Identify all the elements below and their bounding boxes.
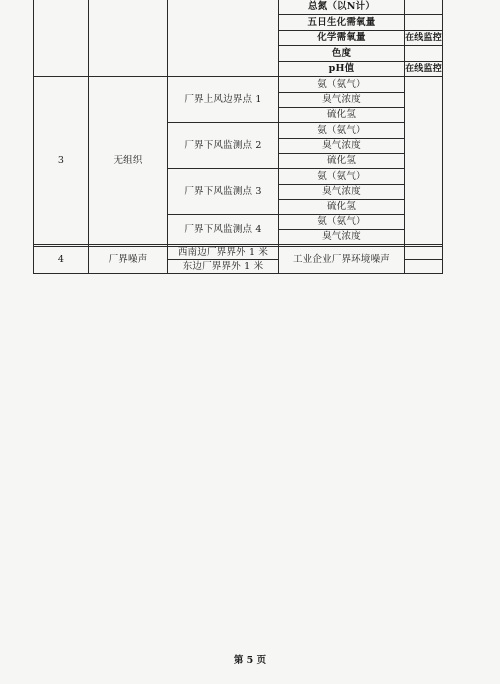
row-divider (404, 259, 442, 260)
indicator-cell: 色度 (331, 47, 352, 59)
frequency-cell: 在线监控 (405, 63, 442, 74)
monitoring-point: 厂界下风监测点 3 (184, 185, 262, 197)
row-number: 4 (57, 254, 65, 266)
indicator-cell: 氨（氨气） (317, 78, 366, 90)
indicator-cell: 硫化氢 (326, 155, 357, 167)
monitoring-point: 东边厂界界外 1 米 (182, 260, 264, 272)
indicator-cell: 臭气浓度 (322, 186, 361, 198)
category-cell: 厂界噪声 (108, 254, 148, 266)
indicator-cell: 氨（氨气） (317, 216, 366, 228)
indicator-cell: 臭气浓度 (322, 94, 361, 106)
indicator-cell: pH值 (328, 63, 355, 75)
monitoring-point: 西南边厂界界外 1 米 (177, 247, 269, 259)
monitoring-point: 厂界下风监测点 2 (184, 139, 262, 151)
indicator-cell: 臭气浓度 (322, 140, 361, 152)
indicator-cell: 臭气浓度 (322, 231, 361, 243)
table-border (33, 273, 443, 274)
indicator-cell: 化学需氧量 (317, 32, 366, 44)
indicator-cell: 总氮（以N计） (307, 1, 376, 13)
indicator-cell: 氨（氨气） (317, 170, 366, 182)
indicator-cell: 硫化氢 (326, 201, 357, 213)
section-divider (33, 244, 443, 245)
category-cell: 无组织 (113, 154, 143, 166)
indicator-cell: 工业企业厂界环境噪声 (292, 254, 390, 266)
indicator-cell: 氨（氨气） (317, 124, 366, 136)
row-number: 3 (57, 154, 65, 166)
monitoring-point: 厂界上风边界点 1 (184, 93, 262, 105)
table-border (442, 0, 443, 274)
monitoring-table (33, 0, 443, 274)
monitoring-point: 厂界下风监测点 4 (184, 223, 262, 235)
indicator-cell: 硫化氢 (326, 109, 357, 121)
page-number: 第 5 页 (233, 655, 267, 666)
indicator-cell: 五日生化需氧量 (307, 16, 376, 28)
frequency-cell: 在线监控 (405, 32, 442, 43)
